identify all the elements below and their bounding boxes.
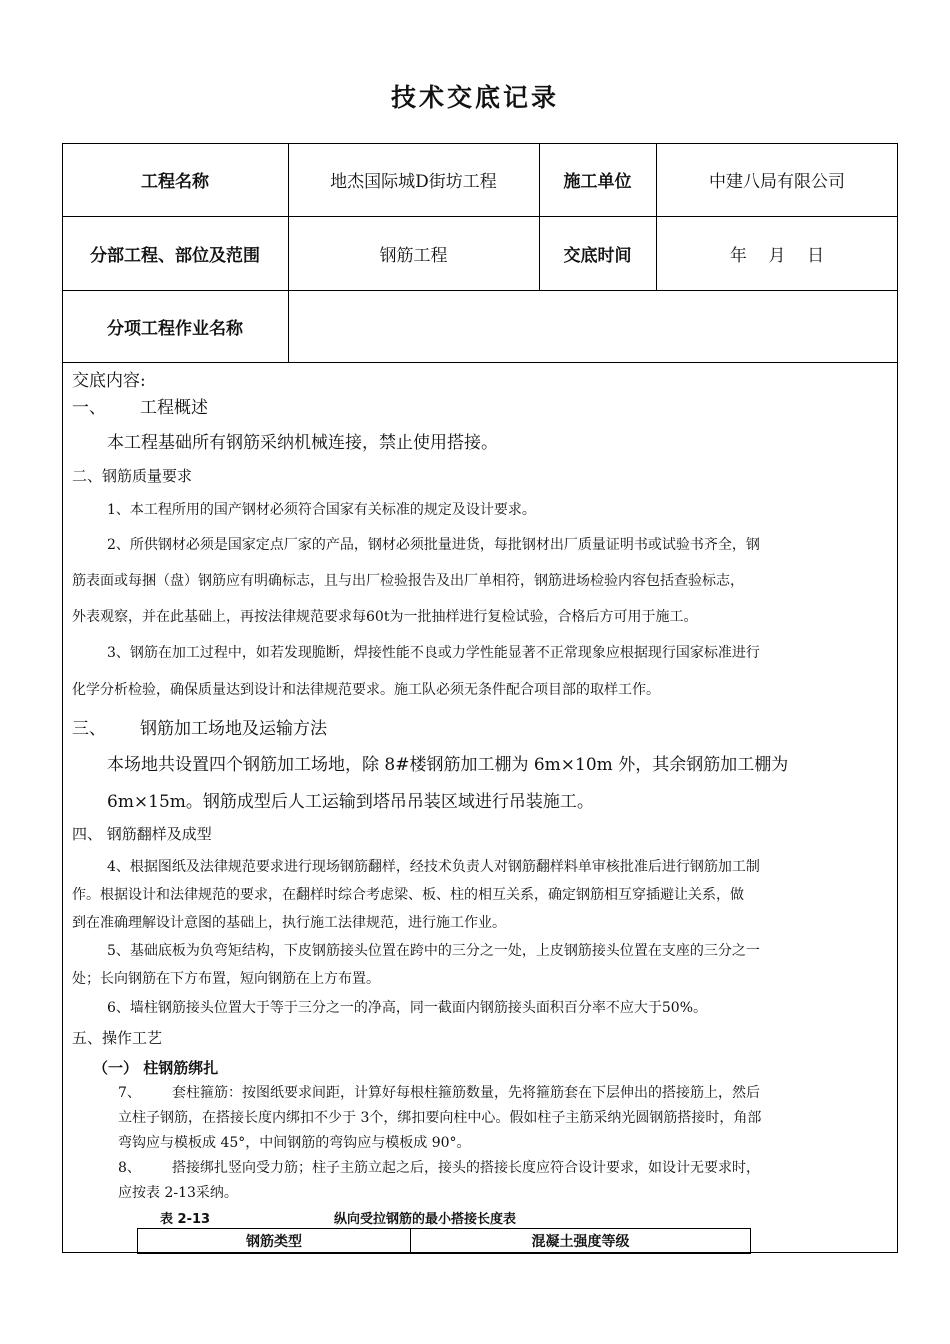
section-5-item-7-number: 7、 bbox=[118, 1085, 141, 1101]
task-value bbox=[288, 290, 898, 362]
table-title: 纵向受拉钢筋的最小搭接长度表 bbox=[334, 1212, 517, 1227]
project-name-value: 地杰国际城D街坊工程 bbox=[330, 172, 497, 192]
time-value: 年 月 日 bbox=[729, 245, 825, 266]
section-4-item-5-line-1: 5、基础底板为负弯矩结构，下皮钢筋接头位置在跨中的三分之一处，上皮钢筋接头位置在支座的三分之一 bbox=[107, 943, 760, 959]
section-1-number: 一、 bbox=[72, 398, 106, 418]
section-4-item-5-line-2: 处；长向钢筋在下方布置，短向钢筋在上方布置。 bbox=[72, 971, 380, 987]
section-3-title: 钢筋加工场地及运输方法 bbox=[140, 719, 327, 739]
table-header-rebar-type: 钢筋类型 bbox=[138, 1229, 411, 1253]
table-header-concrete-grade: 混凝土强度等级 bbox=[531, 1234, 630, 1250]
lap-length-table bbox=[137, 1228, 751, 1254]
time-label: 交底时间 bbox=[563, 245, 632, 266]
section-4-item-4-line-1: 4、根据图纸及法律规范要求进行现场钢筋翻样，经技术负责人对钢筋翻样料单审核批准后进行钢筋加工制 bbox=[107, 859, 760, 875]
section-4-item-4-line-3: 到在准确理解设计意图的基础上，执行施工法律规范，进行施工作业。 bbox=[72, 915, 506, 931]
section-2-item-3-line-1: 3、钢筋在加工过程中，如若发现脆断，焊接性能不良或力学性能显著不正常现象应根据现行国家标准进行 bbox=[107, 645, 760, 661]
section-5-item-8-line-2: 应按表 2-13采纳。 bbox=[118, 1185, 238, 1201]
section-1-paragraph: 本工程基础所有钢筋采纳机械连接，禁止使用搭接。 bbox=[107, 433, 498, 453]
scope-value: 钢筋工程 bbox=[379, 245, 448, 266]
row-divider bbox=[62, 362, 898, 363]
section-5-item-8-line-1: 搭接绑扎竖向受力筋；柱子主筋立起之后，接头的搭接长度应符合设计要求，如设计无要求时， bbox=[172, 1160, 760, 1176]
content-intro: 交底内容: bbox=[72, 371, 146, 391]
section-5-title: 五、操作工艺 bbox=[72, 1029, 163, 1047]
task-label: 分项工程作业名称 bbox=[107, 318, 243, 339]
section-2-title: 二、钢筋质量要求 bbox=[72, 467, 193, 485]
section-4-item-6: 6、墙柱钢筋接头位置大于等于三分之一的净高，同一截面内钢筋接头面积百分率不应大于50%。 bbox=[107, 1000, 708, 1016]
section-5-item-7-line-3: 弯钩应与模板成 45°，中间钢筋的弯钩应与模板成 90°。 bbox=[118, 1135, 471, 1151]
section-3-line-2: 6m×15m。钢筋成型后人工运输到塔吊吊装区域进行吊装施工。 bbox=[107, 792, 594, 812]
section-2-item-2-line-2: 筋表面或每捆（盘）钢筋应有明确标志，且与出厂检验报告及出厂单相符，钢筋进场检验内容包括查验标志， bbox=[72, 573, 744, 589]
contractor-label: 施工单位 bbox=[563, 172, 632, 192]
section-4-title: 四、 钢筋翻样及成型 bbox=[72, 825, 212, 843]
table-number: 表 2-13 bbox=[160, 1212, 211, 1227]
section-5-item-8-number: 8、 bbox=[118, 1160, 141, 1176]
section-1-title: 工程概述 bbox=[140, 398, 208, 418]
section-3-number: 三、 bbox=[72, 719, 106, 739]
section-2-item-2-line-3: 外表观察，并在此基础上，再按法律规范要求每60t为一批抽样进行复检试验，合格后方可用于施工。 bbox=[72, 609, 698, 625]
section-2-item-2-line-1: 2、所供钢材必须是国家定点厂家的产品，钢材必须批量进货，每批钢材出厂质量证明书或试验书齐全，钢 bbox=[107, 537, 760, 553]
contractor-value: 中建八局有限公司 bbox=[709, 172, 845, 192]
section-5-item-7-line-2: 立柱子钢筋，在搭接长度内绑扣不少于 3个，绑扣要向柱中心。假如柱子主筋采纳光圆钢筋搭接时，角部 bbox=[118, 1110, 762, 1126]
section-3-line-1: 本场地共设置四个钢筋加工场地，除 8#楼钢筋加工棚为 6m×10m 外，其余钢筋加工棚为 bbox=[107, 755, 789, 775]
document-title: 技术交底记录 bbox=[390, 83, 559, 112]
section-2-item-1: 1、本工程所用的国产钢材必须符合国家有关标准的规定及设计要求。 bbox=[107, 502, 536, 518]
section-4-item-4-line-2: 作。根据设计和法律规范的要求，在翻样时综合考虑梁、板、柱的相互关系，确定钢筋相互穿插避让关系，做 bbox=[72, 887, 744, 903]
section-2-item-3-line-2: 化学分析检验，确保质量达到设计和法律规范要求。施工队必须无条件配合项目部的取样工作。 bbox=[72, 682, 660, 698]
scope-label: 分部工程、部位及范围 bbox=[90, 245, 260, 266]
section-5-item-7-line-1: 套柱箍筋：按图纸要求间距，计算好每根柱箍筋数量，先将箍筋套在下层伸出的搭接筋上，然后 bbox=[172, 1085, 760, 1101]
project-name-label: 工程名称 bbox=[141, 172, 209, 192]
section-5-subheading: （一） 柱钢筋绑扎 bbox=[93, 1059, 219, 1077]
